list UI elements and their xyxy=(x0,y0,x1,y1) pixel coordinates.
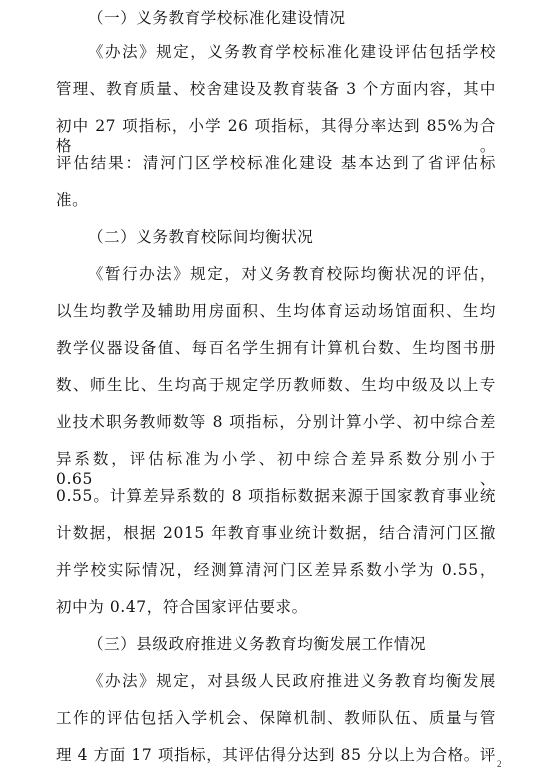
paragraph-line: 计数据，根据 2015 年教育事业统计数据，结合清河门区撤 xyxy=(56,524,496,542)
paragraph-line: 初中为 0.47，符合国家评估要求。 xyxy=(56,598,308,616)
paragraph-line: 业技术职务教师数等 8 项指标，分别计算小学、初中综合差 xyxy=(56,413,496,431)
paragraph-line: 《暂行办法》规定，对义务教育校际均衡状况的评估， xyxy=(88,265,496,283)
page-number: 2 xyxy=(497,759,502,769)
paragraph-line: 初中 27 项指标，小学 26 项指标，其得分率达到 85%为合格。 xyxy=(56,117,496,155)
paragraph-line: 管理、教育质量、校舍建设及教育装备 3 个方面内容，其中 xyxy=(56,80,496,98)
paragraph-line: 理 4 方面 17 项指标，其评估得分达到 85 分以上为合格。评 xyxy=(56,746,496,764)
paragraph-line: 《办法》规定，义务教育学校标准化建设评估包括学校 xyxy=(88,43,496,61)
paragraph-line: 以生均教学及辅助用房面积、生均体育运动场馆面积、生均 xyxy=(56,302,496,320)
paragraph-line: 异系数，评估标准为小学、初中综合差异系数分别小于 0.65、 xyxy=(56,450,496,488)
paragraph-line: 数、师生比、生均高于规定学历教师数、生均中级及以上专 xyxy=(56,376,496,394)
paragraph-line: 教学仪器设备值、每百名学生拥有计算机台数、生均图书册 xyxy=(56,339,496,357)
paragraph-line: 工作的评估包括入学机会、保障机制、教师队伍、质量与管 xyxy=(56,709,496,727)
section-heading-3: （三）县级政府推进义务教育均衡发展工作情况 xyxy=(88,635,427,653)
paragraph-line: 准。 xyxy=(56,191,89,209)
paragraph-line: 并学校实际情况，经测算清河门区差异系数小学为 0.55， xyxy=(56,561,496,579)
section-heading-1: （一）义务教育学校标准化建设情况 xyxy=(88,9,346,27)
paragraph-line: 评估结果：清河门区学校标准化建设 基本达到了省评估标 xyxy=(56,154,496,172)
paragraph-line: 《办法》规定，对县级人民政府推进义务教育均衡发展 xyxy=(88,672,496,690)
section-heading-2: （二）义务教育校际间均衡状况 xyxy=(88,228,314,246)
paragraph-line: 0.55。计算差异系数的 8 项指标数据来源于国家教育事业统 xyxy=(56,487,496,505)
